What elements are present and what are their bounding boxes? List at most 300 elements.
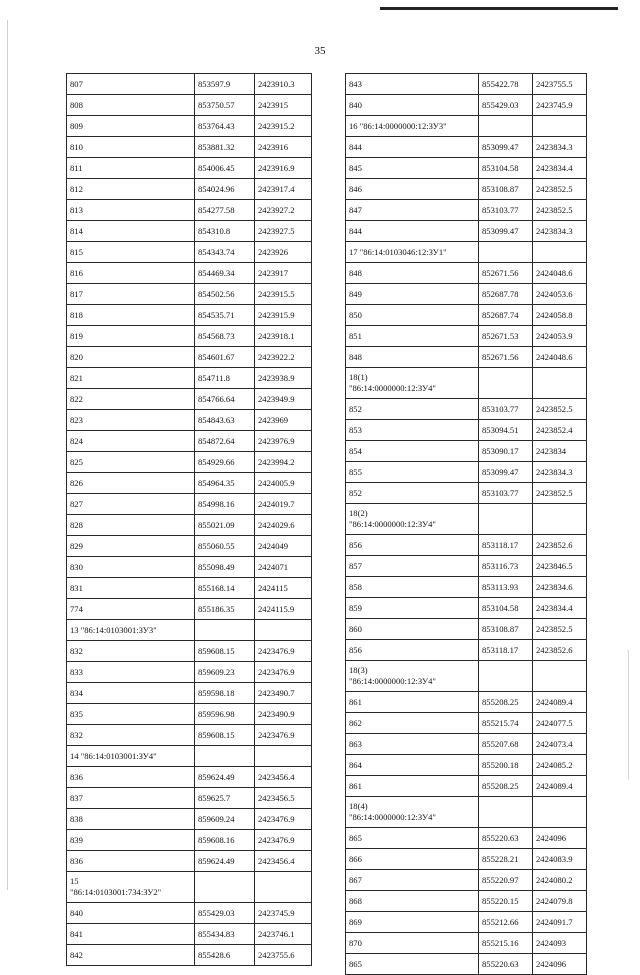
- empty-cell: [533, 368, 587, 399]
- point-number-cell: 858: [346, 577, 479, 598]
- point-number-cell: 854: [346, 441, 479, 462]
- point-number-cell: 827: [67, 494, 195, 515]
- y-coordinate-cell: 2423922.2: [255, 347, 312, 368]
- land-plot-header: 18(3) "86:14:0000000:12:ЗУ4": [346, 661, 479, 692]
- x-coordinate-cell: 853104.58: [479, 158, 533, 179]
- table-row: [67, 641, 312, 662]
- x-coordinate-cell: 853113.93: [479, 577, 533, 598]
- x-coordinate-cell: 854535.71: [195, 305, 255, 326]
- table-row: [346, 462, 587, 483]
- point-number-cell: 810: [67, 137, 195, 158]
- table-row: [67, 725, 312, 746]
- x-coordinate-cell: 855215.16: [479, 933, 533, 954]
- y-coordinate-cell: 2424049: [255, 536, 312, 557]
- table-row: [346, 912, 587, 933]
- table-row: [67, 347, 312, 368]
- x-coordinate-cell: 854843.63: [195, 410, 255, 431]
- point-number-cell: 836: [67, 767, 195, 788]
- table-row: [346, 441, 587, 462]
- y-coordinate-cell: 2423852.6: [533, 535, 587, 556]
- table-row: [346, 305, 587, 326]
- y-coordinate-cell: 2423834.4: [533, 598, 587, 619]
- y-coordinate-cell: 2424096: [533, 828, 587, 849]
- x-coordinate-cell: 855220.97: [479, 870, 533, 891]
- point-number-cell: 860: [346, 619, 479, 640]
- point-number-cell: 830: [67, 557, 195, 578]
- x-coordinate-cell: 855220.63: [479, 954, 533, 975]
- y-coordinate-cell: 2423994.2: [255, 452, 312, 473]
- section-header-row: [346, 242, 587, 263]
- point-number-cell: 824: [67, 431, 195, 452]
- point-number-cell: 835: [67, 704, 195, 725]
- x-coordinate-cell: 859624.49: [195, 767, 255, 788]
- y-coordinate-cell: 2424079.8: [533, 891, 587, 912]
- table-row: [346, 755, 587, 776]
- y-coordinate-cell: 2423910.3: [255, 74, 312, 95]
- y-coordinate-cell: 2423456.5: [255, 788, 312, 809]
- scan-edge-right: [628, 650, 629, 780]
- point-number-cell: 832: [67, 641, 195, 662]
- point-number-cell: 850: [346, 305, 479, 326]
- point-number-cell: 856: [346, 640, 479, 661]
- x-coordinate-cell: 859609.23: [195, 662, 255, 683]
- table-row: [67, 683, 312, 704]
- y-coordinate-cell: 2424083.9: [533, 849, 587, 870]
- coordinates-table-right: [345, 73, 587, 975]
- y-coordinate-cell: 2424048.6: [533, 347, 587, 368]
- y-coordinate-cell: 2424005.9: [255, 473, 312, 494]
- y-coordinate-cell: 2423916.9: [255, 158, 312, 179]
- table-row: [67, 809, 312, 830]
- empty-cell: [479, 242, 533, 263]
- y-coordinate-cell: 2423852.5: [533, 179, 587, 200]
- y-coordinate-cell: 2423745.9: [533, 95, 587, 116]
- x-coordinate-cell: 853881.32: [195, 137, 255, 158]
- table-row: [67, 536, 312, 557]
- table-row: [346, 221, 587, 242]
- x-coordinate-cell: 854502.56: [195, 284, 255, 305]
- table-row: [67, 389, 312, 410]
- top-rule: [380, 7, 618, 10]
- page-number: 35: [314, 45, 326, 57]
- point-number-cell: 869: [346, 912, 479, 933]
- y-coordinate-cell: 2424080.2: [533, 870, 587, 891]
- y-coordinate-cell: 2423456.4: [255, 851, 312, 872]
- y-coordinate-cell: 2423915.5: [255, 284, 312, 305]
- point-number-cell: 848: [346, 347, 479, 368]
- table-row: [346, 640, 587, 661]
- x-coordinate-cell: 853099.47: [479, 221, 533, 242]
- point-number-cell: 842: [67, 945, 195, 966]
- point-number-cell: 853: [346, 420, 479, 441]
- x-coordinate-cell: 855215.74: [479, 713, 533, 734]
- y-coordinate-cell: 2424019.7: [255, 494, 312, 515]
- x-coordinate-cell: 854711.8: [195, 368, 255, 389]
- empty-cell: [479, 116, 533, 137]
- point-number-cell: 807: [67, 74, 195, 95]
- y-coordinate-cell: 2423852.6: [533, 640, 587, 661]
- section-header-row: [67, 872, 312, 903]
- y-coordinate-cell: 2424115: [255, 578, 312, 599]
- point-number-cell: 847: [346, 200, 479, 221]
- land-plot-header: 18(2) "86:14:0000000:12:ЗУ4": [346, 504, 479, 535]
- y-coordinate-cell: 2423476.9: [255, 809, 312, 830]
- point-number-cell: 809: [67, 116, 195, 137]
- y-coordinate-cell: 2423852.5: [533, 483, 587, 504]
- x-coordinate-cell: 853090.17: [479, 441, 533, 462]
- table-row: [67, 179, 312, 200]
- table-row: [346, 598, 587, 619]
- y-coordinate-cell: 2423755.6: [255, 945, 312, 966]
- table-row: [346, 954, 587, 975]
- point-number-cell: 868: [346, 891, 479, 912]
- table-row: [67, 284, 312, 305]
- empty-cell: [255, 746, 312, 767]
- y-coordinate-cell: 2423915: [255, 95, 312, 116]
- y-coordinate-cell: 2423915.9: [255, 305, 312, 326]
- point-number-cell: 851: [346, 326, 479, 347]
- empty-cell: [255, 872, 312, 903]
- table-row: [67, 305, 312, 326]
- point-number-cell: 857: [346, 556, 479, 577]
- table-row: [67, 116, 312, 137]
- point-number-cell: 859: [346, 598, 479, 619]
- table-body-left: [67, 74, 312, 966]
- table-row: [346, 137, 587, 158]
- section-header-row: [346, 368, 587, 399]
- x-coordinate-cell: 853108.87: [479, 619, 533, 640]
- x-coordinate-cell: 853099.47: [479, 462, 533, 483]
- y-coordinate-cell: 2423926: [255, 242, 312, 263]
- x-coordinate-cell: 855200.18: [479, 755, 533, 776]
- table-row: [346, 692, 587, 713]
- x-coordinate-cell: 855212.66: [479, 912, 533, 933]
- point-number-cell: 819: [67, 326, 195, 347]
- point-number-cell: 840: [346, 95, 479, 116]
- y-coordinate-cell: 2423852.5: [533, 399, 587, 420]
- table-row: [67, 368, 312, 389]
- x-coordinate-cell: 854568.73: [195, 326, 255, 347]
- empty-cell: [195, 620, 255, 641]
- x-coordinate-cell: 859608.15: [195, 725, 255, 746]
- point-number-cell: 867: [346, 870, 479, 891]
- x-coordinate-cell: 852671.56: [479, 347, 533, 368]
- y-coordinate-cell: 2423915.2: [255, 116, 312, 137]
- point-number-cell: 852: [346, 483, 479, 504]
- section-header-row: [67, 620, 312, 641]
- point-number-cell: 841: [67, 924, 195, 945]
- y-coordinate-cell: 2423969: [255, 410, 312, 431]
- y-coordinate-cell: 2423476.9: [255, 662, 312, 683]
- point-number-cell: 820: [67, 347, 195, 368]
- table-row: [346, 347, 587, 368]
- table-row: [67, 95, 312, 116]
- y-coordinate-cell: 2423476.9: [255, 641, 312, 662]
- x-coordinate-cell: 853103.77: [479, 399, 533, 420]
- x-coordinate-cell: 854601.67: [195, 347, 255, 368]
- y-coordinate-cell: 2423852.4: [533, 420, 587, 441]
- table-row: [67, 431, 312, 452]
- point-number-cell: 855: [346, 462, 479, 483]
- x-coordinate-cell: 854929.66: [195, 452, 255, 473]
- y-coordinate-cell: 2424071: [255, 557, 312, 578]
- x-coordinate-cell: 854310.8: [195, 221, 255, 242]
- x-coordinate-cell: 859608.16: [195, 830, 255, 851]
- table-row: [67, 263, 312, 284]
- y-coordinate-cell: 2423938.9: [255, 368, 312, 389]
- y-coordinate-cell: 2423927.2: [255, 200, 312, 221]
- y-coordinate-cell: 2423846.5: [533, 556, 587, 577]
- empty-cell: [479, 368, 533, 399]
- table-row: [346, 713, 587, 734]
- table-row: [67, 242, 312, 263]
- section-header-row: [67, 746, 312, 767]
- y-coordinate-cell: 2423834.3: [533, 462, 587, 483]
- table-row: [346, 420, 587, 441]
- table-row: [67, 221, 312, 242]
- x-coordinate-cell: 855168.14: [195, 578, 255, 599]
- empty-cell: [533, 116, 587, 137]
- y-coordinate-cell: 2424115.9: [255, 599, 312, 620]
- x-coordinate-cell: 853116.73: [479, 556, 533, 577]
- table-row: [67, 851, 312, 872]
- empty-cell: [533, 797, 587, 828]
- land-plot-header: 16 "86:14:0000000:12:ЗУ3": [346, 116, 479, 137]
- table-row: [67, 410, 312, 431]
- table-row: [67, 704, 312, 725]
- y-coordinate-cell: 2423746.1: [255, 924, 312, 945]
- point-number-cell: 849: [346, 284, 479, 305]
- x-coordinate-cell: 855429.03: [195, 903, 255, 924]
- x-coordinate-cell: 854277.58: [195, 200, 255, 221]
- table-row: [67, 578, 312, 599]
- point-number-cell: 822: [67, 389, 195, 410]
- empty-cell: [255, 620, 312, 641]
- x-coordinate-cell: 855098.49: [195, 557, 255, 578]
- table-row: [67, 473, 312, 494]
- y-coordinate-cell: 2423834.3: [533, 137, 587, 158]
- table-row: [346, 734, 587, 755]
- x-coordinate-cell: 853103.77: [479, 200, 533, 221]
- table-row: [67, 326, 312, 347]
- point-number-cell: 812: [67, 179, 195, 200]
- empty-cell: [533, 504, 587, 535]
- table-row: [67, 137, 312, 158]
- x-coordinate-cell: 853118.17: [479, 640, 533, 661]
- table-row: [346, 891, 587, 912]
- table-body-right: [346, 74, 587, 975]
- empty-cell: [533, 242, 587, 263]
- y-coordinate-cell: 2423456.4: [255, 767, 312, 788]
- x-coordinate-cell: 852671.56: [479, 263, 533, 284]
- x-coordinate-cell: 855208.25: [479, 776, 533, 797]
- x-coordinate-cell: 855207.68: [479, 734, 533, 755]
- y-coordinate-cell: 2423918.1: [255, 326, 312, 347]
- x-coordinate-cell: 854469.34: [195, 263, 255, 284]
- point-number-cell: 837: [67, 788, 195, 809]
- point-number-cell: 845: [346, 158, 479, 179]
- x-coordinate-cell: 859624.49: [195, 851, 255, 872]
- table-row: [346, 95, 587, 116]
- table-row: [67, 599, 312, 620]
- point-number-cell: 826: [67, 473, 195, 494]
- point-number-cell: 865: [346, 954, 479, 975]
- x-coordinate-cell: 852687.74: [479, 305, 533, 326]
- x-coordinate-cell: 855429.03: [479, 95, 533, 116]
- table-row: [346, 200, 587, 221]
- point-number-cell: 848: [346, 263, 479, 284]
- table-row: [346, 776, 587, 797]
- land-plot-header: 18(1) "86:14:0000000:12:ЗУ4": [346, 368, 479, 399]
- y-coordinate-cell: 2423834.6: [533, 577, 587, 598]
- point-number-cell: 821: [67, 368, 195, 389]
- point-number-cell: 861: [346, 776, 479, 797]
- y-coordinate-cell: 2424093: [533, 933, 587, 954]
- table-row: [67, 494, 312, 515]
- table-row: [67, 662, 312, 683]
- table-row: [346, 158, 587, 179]
- land-plot-header: 18(4) "86:14:0000000:12:ЗУ4": [346, 797, 479, 828]
- point-number-cell: 834: [67, 683, 195, 704]
- point-number-cell: 815: [67, 242, 195, 263]
- point-number-cell: 817: [67, 284, 195, 305]
- x-coordinate-cell: 859598.18: [195, 683, 255, 704]
- table-row: [346, 619, 587, 640]
- y-coordinate-cell: 2424091.7: [533, 912, 587, 933]
- x-coordinate-cell: 853104.58: [479, 598, 533, 619]
- table-row: [67, 788, 312, 809]
- y-coordinate-cell: 2424085.2: [533, 755, 587, 776]
- x-coordinate-cell: 855208.25: [479, 692, 533, 713]
- x-coordinate-cell: 853103.77: [479, 483, 533, 504]
- x-coordinate-cell: 855422.78: [479, 74, 533, 95]
- x-coordinate-cell: 853099.47: [479, 137, 533, 158]
- y-coordinate-cell: 2423490.7: [255, 683, 312, 704]
- table-row: [67, 74, 312, 95]
- point-number-cell: 825: [67, 452, 195, 473]
- table-row: [346, 284, 587, 305]
- point-number-cell: 843: [346, 74, 479, 95]
- y-coordinate-cell: 2424073.4: [533, 734, 587, 755]
- scan-edge-left: [7, 20, 8, 890]
- table-row: [67, 903, 312, 924]
- y-coordinate-cell: 2423917: [255, 263, 312, 284]
- point-number-cell: 838: [67, 809, 195, 830]
- x-coordinate-cell: 855434.83: [195, 924, 255, 945]
- y-coordinate-cell: 2424089.4: [533, 776, 587, 797]
- y-coordinate-cell: 2424058.8: [533, 305, 587, 326]
- point-number-cell: 828: [67, 515, 195, 536]
- x-coordinate-cell: 855186.35: [195, 599, 255, 620]
- table-row: [67, 158, 312, 179]
- table-row: [346, 849, 587, 870]
- x-coordinate-cell: 855428.6: [195, 945, 255, 966]
- x-coordinate-cell: 854024.96: [195, 179, 255, 200]
- x-coordinate-cell: 853597.9: [195, 74, 255, 95]
- y-coordinate-cell: 2423916: [255, 137, 312, 158]
- x-coordinate-cell: 859596.98: [195, 704, 255, 725]
- table-row: [346, 326, 587, 347]
- point-number-cell: 866: [346, 849, 479, 870]
- y-coordinate-cell: 2423745.9: [255, 903, 312, 924]
- table-row: [346, 399, 587, 420]
- table-row: [67, 557, 312, 578]
- empty-cell: [195, 872, 255, 903]
- x-coordinate-cell: 854998.16: [195, 494, 255, 515]
- y-coordinate-cell: 2424077.5: [533, 713, 587, 734]
- x-coordinate-cell: 855060.55: [195, 536, 255, 557]
- table-row: [67, 515, 312, 536]
- point-number-cell: 811: [67, 158, 195, 179]
- x-coordinate-cell: 859608.15: [195, 641, 255, 662]
- land-plot-header: 15 "86:14:0103001:734:ЗУ2": [67, 872, 195, 903]
- x-coordinate-cell: 855220.63: [479, 828, 533, 849]
- y-coordinate-cell: 2423755.5: [533, 74, 587, 95]
- x-coordinate-cell: 855228.21: [479, 849, 533, 870]
- x-coordinate-cell: 853118.17: [479, 535, 533, 556]
- point-number-cell: 816: [67, 263, 195, 284]
- x-coordinate-cell: 853108.87: [479, 179, 533, 200]
- point-number-cell: 818: [67, 305, 195, 326]
- table-row: [67, 945, 312, 966]
- table-row: [346, 870, 587, 891]
- y-coordinate-cell: 2424029.6: [255, 515, 312, 536]
- table-row: [346, 535, 587, 556]
- table-row: [67, 767, 312, 788]
- point-number-cell: 865: [346, 828, 479, 849]
- point-number-cell: 833: [67, 662, 195, 683]
- table-row: [346, 74, 587, 95]
- y-coordinate-cell: 2423917.4: [255, 179, 312, 200]
- point-number-cell: 870: [346, 933, 479, 954]
- point-number-cell: 844: [346, 137, 479, 158]
- table-row: [346, 483, 587, 504]
- y-coordinate-cell: 2423834: [533, 441, 587, 462]
- x-coordinate-cell: 854343.74: [195, 242, 255, 263]
- x-coordinate-cell: 852687.78: [479, 284, 533, 305]
- point-number-cell: 839: [67, 830, 195, 851]
- y-coordinate-cell: 2423976.9: [255, 431, 312, 452]
- y-coordinate-cell: 2423927.5: [255, 221, 312, 242]
- x-coordinate-cell: 855021.09: [195, 515, 255, 536]
- y-coordinate-cell: 2423834.4: [533, 158, 587, 179]
- point-number-cell: 846: [346, 179, 479, 200]
- point-number-cell: 831: [67, 578, 195, 599]
- point-number-cell: 836: [67, 851, 195, 872]
- table-row: [67, 924, 312, 945]
- y-coordinate-cell: 2424096: [533, 954, 587, 975]
- land-plot-header: 17 "86:14:0103046:12:ЗУ1": [346, 242, 479, 263]
- y-coordinate-cell: 2423852.5: [533, 619, 587, 640]
- point-number-cell: 840: [67, 903, 195, 924]
- table-row: [346, 556, 587, 577]
- point-number-cell: 832: [67, 725, 195, 746]
- point-number-cell: 808: [67, 95, 195, 116]
- x-coordinate-cell: 859609.24: [195, 809, 255, 830]
- y-coordinate-cell: 2423476.9: [255, 725, 312, 746]
- point-number-cell: 813: [67, 200, 195, 221]
- y-coordinate-cell: 2424053.9: [533, 326, 587, 347]
- point-number-cell: 852: [346, 399, 479, 420]
- point-number-cell: 814: [67, 221, 195, 242]
- x-coordinate-cell: 854766.64: [195, 389, 255, 410]
- y-coordinate-cell: 2423490.9: [255, 704, 312, 725]
- x-coordinate-cell: 853764.43: [195, 116, 255, 137]
- point-number-cell: 864: [346, 755, 479, 776]
- section-header-row: [346, 504, 587, 535]
- table-row: [346, 577, 587, 598]
- empty-cell: [479, 797, 533, 828]
